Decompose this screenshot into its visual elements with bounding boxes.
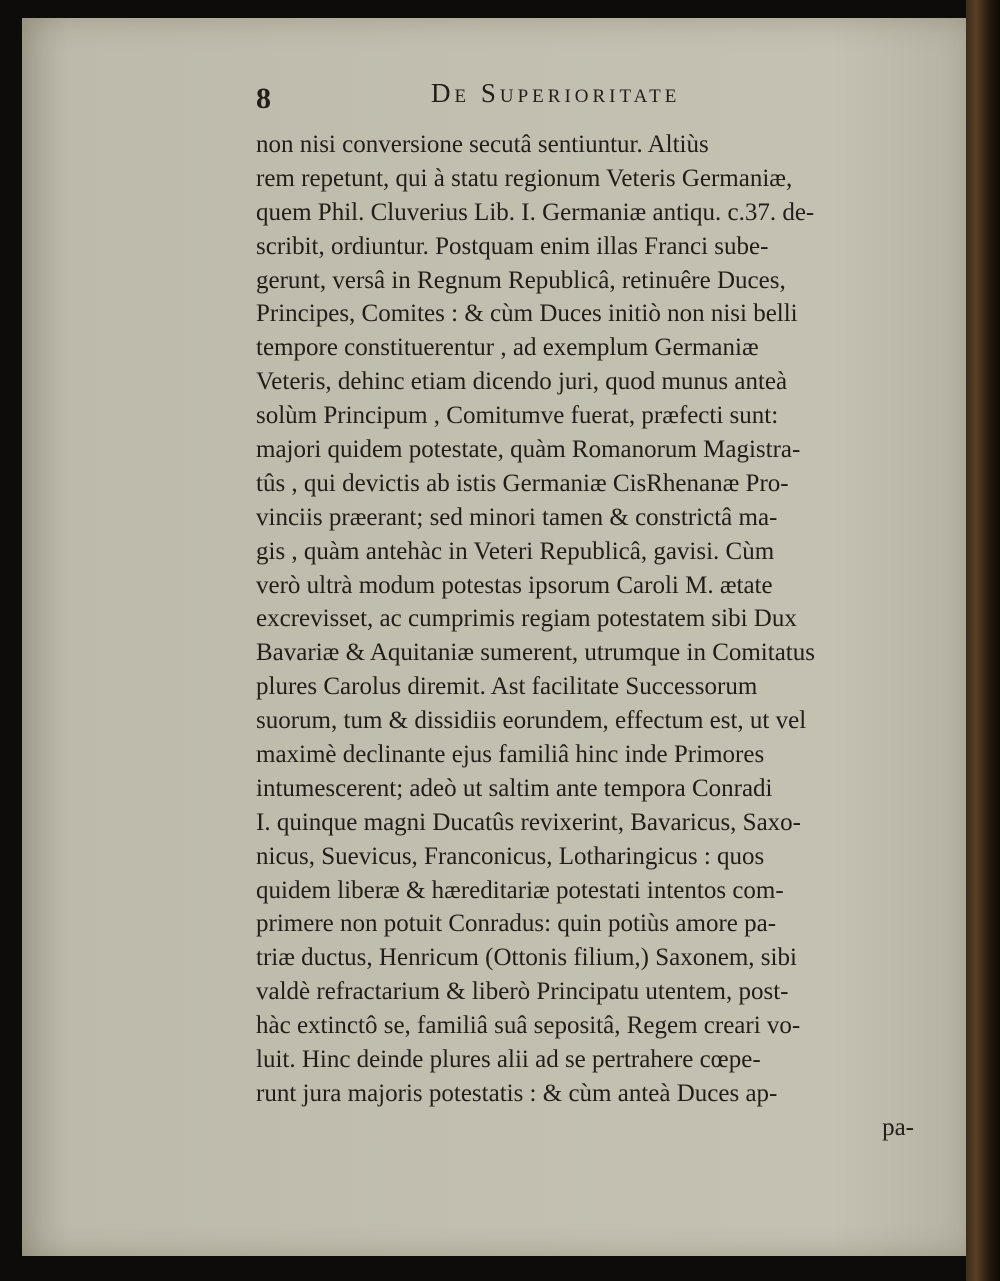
text-line: intumescerent; adeò ut saltim ante tempora Conradi [256, 774, 773, 802]
text-line: non nisi conversione secutâ sentiuntur. Altiùs [256, 131, 709, 158]
page-header [256, 78, 916, 118]
text-line: runt jura majoris potestatis : & cùm anteà Duces ap- [256, 1079, 778, 1107]
text-line: excrevisset, ac cumprimis regiam potestatem sibi Dux [256, 605, 797, 633]
text-line: verò ultrà modum potestas ipsorum Caroli M. ætate [256, 571, 773, 599]
text-line: tempore constituerentur , ad exemplum Germaniæ [256, 334, 759, 362]
text-line: gerunt, versâ in Regnum Republicâ, retinuêre Duces, [256, 266, 786, 294]
body-text [256, 128, 914, 1145]
text-line: quidem liberæ & hæreditariæ potestati intentos com- [256, 876, 784, 904]
text-line: suorum, tum & dissidiis eorundem, effectum est, ut vel [256, 707, 807, 735]
book-edge [966, 0, 1000, 1281]
running-title: De Superioritate [431, 78, 681, 108]
text-line: plures Carolus diremit. Ast facilitate Successorum [256, 673, 758, 701]
text-line: Bavariæ & Aquitaniæ sumerent, utrumque in Comitatus [256, 639, 815, 667]
text-line: I. quinque magni Ducatûs revixerint, Bavaricus, Saxo- [256, 808, 801, 836]
catchword: pa- [882, 1113, 914, 1141]
text-line: Veteris, dehinc etiam dicendo juri, quod munus anteà [256, 368, 788, 396]
text-line: nicus, Suevicus, Franconicus, Lotharingicus : quos [256, 842, 765, 870]
text-line: triæ ductus, Henricum (Ottonis filium,) Saxonem, sibi [256, 944, 797, 972]
text-line: valdè refractarium & liberò Principatu utentem, post- [256, 978, 789, 1006]
text-line: tûs , qui devictis ab istis Germaniæ CisRhenanæ Pro- [256, 469, 789, 497]
page-number: 8 [256, 82, 271, 115]
text-line: Principes, Comites : & cùm Duces initiò non nisi belli [256, 300, 798, 328]
text-line: majori quidem potestate, quàm Romanorum Magistra- [256, 436, 801, 464]
text-line: quem Phil. Cluverius Lib. I. Germaniæ antiqu. c.37. de- [256, 198, 815, 226]
text-line: maximè declinante ejus familiâ hinc inde Primores [256, 741, 765, 769]
text-line: scribit, ordiuntur. Postquam enim illas Franci sube- [256, 232, 769, 260]
text-line: primere non potuit Conradus: quin potiùs amore pa- [256, 910, 777, 938]
text-line: luit. Hinc deinde plures alii ad se pertrahere cœpe- [256, 1046, 761, 1074]
text-line: gis , quàm antehàc in Veteri Republicâ, gavisi. Cùm [256, 537, 775, 565]
text-line: hàc extinctô se, familiâ suâ sepositâ, Regem creari vo- [256, 1012, 801, 1040]
text-line: rem repetunt, qui à statu regionum Veteris Germaniæ, [256, 164, 793, 192]
text-line: vinciis præerant; sed minori tamen & constrictâ ma- [256, 503, 778, 531]
text-line: solùm Principum , Comitumve fuerat, præfecti sunt: [256, 402, 779, 430]
